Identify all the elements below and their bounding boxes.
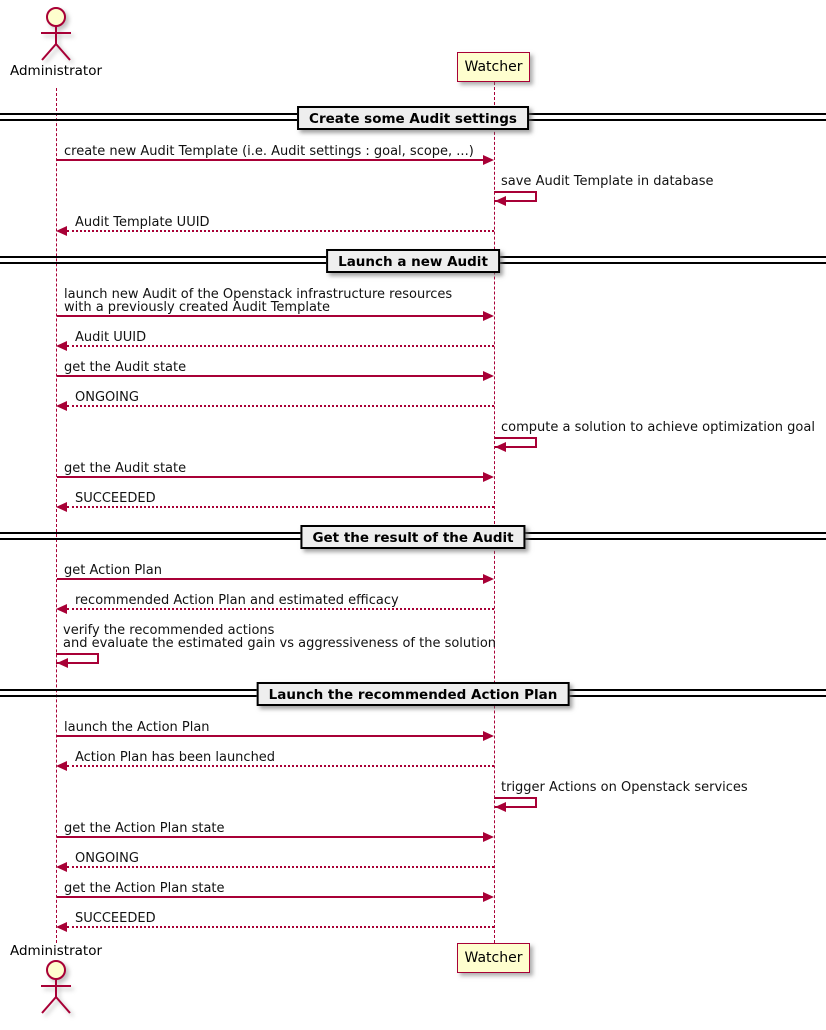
message-line [57,578,484,580]
message-text-line: Action Plan has been launched [75,750,276,765]
arrowhead-left-icon [57,658,68,668]
message-line [57,836,484,838]
message-line [57,315,484,317]
arrowhead-left-icon [495,442,506,452]
message-line [67,926,494,928]
message-line [67,608,494,610]
message-line [67,405,494,407]
message-text-line: verify the recommended actions [63,623,275,638]
divider-title: Launch the recommended Action Plan [257,682,570,706]
message-label [75,852,139,865]
message-text-line: and evaluate the estimated gain vs aggressiveness of the solution [63,636,497,651]
message-label [64,288,452,314]
message-text-line: ONGOING [75,851,139,866]
message-text-line: trigger Actions on Openstack services [501,780,748,795]
message-text-line: with a previously created Audit Template [64,300,331,315]
message-line [57,476,484,478]
actor-administrator-label: Administrator [9,63,103,79]
message-line [67,765,494,767]
arrowhead-right-icon [483,892,494,902]
arrowhead-left-icon [56,502,67,512]
message-label [64,361,186,374]
arrowhead-left-icon [56,604,67,614]
arrowhead-left-icon [56,226,67,236]
message-text-line: get the Audit state [64,461,187,476]
arrowhead-right-icon [483,731,494,741]
message-label [75,216,210,229]
message-text-line: recommended Action Plan and estimated efficacy [75,593,399,608]
self-message-label [501,175,714,188]
divider-title: Create some Audit settings [297,106,529,130]
actor-administrator-bottom [0,944,112,1017]
message-label [75,391,139,404]
message-line [57,896,484,898]
message-line [57,735,484,737]
message-text-line: Audit Template UUID [75,215,210,230]
message-label [75,912,156,925]
divider-title: Launch a new Audit [326,249,500,273]
stick-figure-icon [34,6,78,64]
message-text-line: SUCCEEDED [75,491,156,506]
arrowhead-left-icon [56,761,67,771]
message-label [64,721,210,734]
message-text-line: launch the Action Plan [64,720,210,735]
message-label [75,492,156,505]
message-text-line: Audit UUID [75,330,147,345]
message-line [67,866,494,868]
message-text-line: launch new Audit of the Openstack infrastructure resources [64,287,453,302]
message-text-line: create new Audit Template (i.e. Audit settings : goal, scope, ...) [64,144,474,159]
message-text-line: get the Audit state [64,360,187,375]
message-label [75,331,146,344]
message-label [64,145,474,158]
actor-administrator-label-bottom: Administrator [9,943,103,959]
divider-title: Get the result of the Audit [300,525,525,549]
message-line [67,506,494,508]
message-label [64,882,225,895]
arrowhead-left-icon [56,862,67,872]
message-label [64,822,225,835]
message-text-line: compute a solution to achieve optimization goal [501,420,815,435]
message-text-line: SUCCEEDED [75,911,156,926]
stick-figure-icon [34,959,78,1017]
arrowhead-right-icon [483,574,494,584]
message-line [67,230,494,232]
message-text-line: ONGOING [75,390,139,405]
message-label [64,462,186,475]
message-text-line: get Action Plan [64,563,162,578]
arrowhead-left-icon [56,922,67,932]
arrowhead-left-icon [56,341,67,351]
message-label [75,594,399,607]
arrowhead-right-icon [483,832,494,842]
self-message-label [501,421,815,434]
message-line [67,345,494,347]
message-line [57,159,484,161]
actor-administrator-top [0,6,112,79]
arrowhead-right-icon [483,472,494,482]
lifeline-administrator [56,88,57,943]
participant-watcher-top: Watcher [457,52,530,82]
message-line [57,375,484,377]
arrowhead-left-icon [56,401,67,411]
message-label [75,751,275,764]
lifeline-watcher [494,82,495,943]
message-text-line: save Audit Template in database [501,174,714,189]
participant-watcher-bottom: Watcher [457,943,530,973]
message-label [64,564,162,577]
arrowhead-right-icon [483,371,494,381]
message-text-line: get the Action Plan state [64,881,225,896]
self-message-label [63,624,496,650]
arrowhead-right-icon [483,155,494,165]
arrowhead-right-icon [483,311,494,321]
message-text-line: get the Action Plan state [64,821,225,836]
arrowhead-left-icon [495,196,506,206]
self-message-label [501,781,748,794]
arrowhead-left-icon [495,802,506,812]
